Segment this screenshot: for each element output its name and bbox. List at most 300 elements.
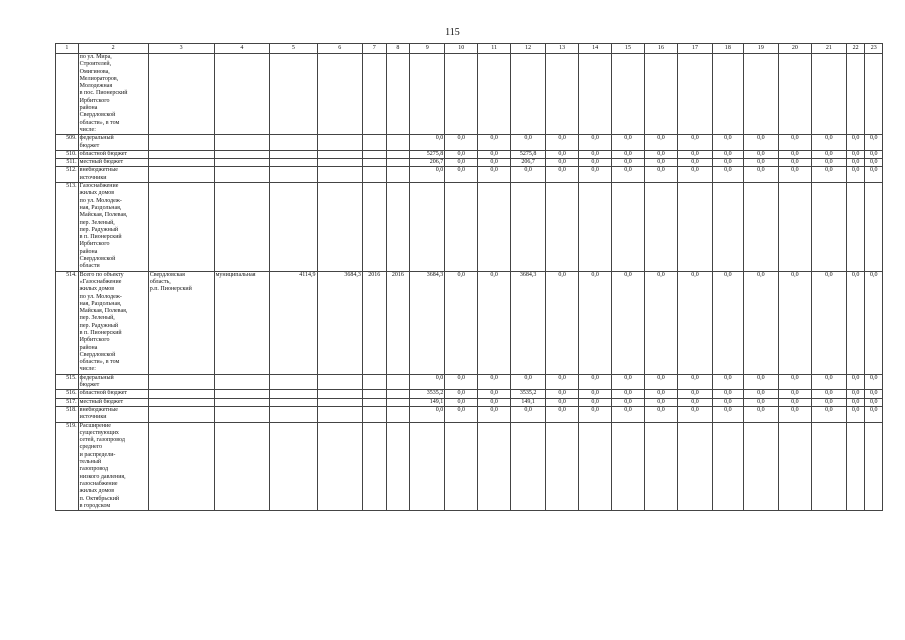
column-header: 2 [78,44,148,54]
value-cell: 0,0 [846,406,865,422]
column-header: 1 [56,44,79,54]
column-header: 16 [645,44,678,54]
value-cell: 0,0 [546,390,579,398]
value-cell: 0,0 [865,159,883,167]
value-cell [811,422,846,511]
table-row [56,150,883,158]
value-cell: 0,0 [645,159,678,167]
end-year [386,390,410,398]
value-cell: 0,0 [778,135,811,151]
value-cell: 0,0 [546,374,579,390]
value-cell: 5275,8 [410,150,445,158]
value-cell: 0,0 [478,398,511,406]
row-number: 516. [56,390,79,398]
end-year [386,406,410,422]
ownership [214,374,270,390]
value-cell [865,422,883,511]
value-cell [546,422,579,511]
column-header: 11 [478,44,511,54]
value-cell: 0,0 [677,167,712,183]
capacity-value [270,374,317,390]
column-header: 10 [445,44,478,54]
end-year [386,398,410,406]
value-cell: 0,0 [865,398,883,406]
row-number [56,54,79,135]
row-number: 509. [56,135,79,151]
value-cell: 0,0 [846,374,865,390]
value-cell [546,183,579,272]
value-cell: 0,0 [743,167,778,183]
table-row [56,374,883,390]
row-number: 512. [56,167,79,183]
cost-value [317,135,362,151]
value-cell: 0,0 [478,390,511,398]
cost-value [317,374,362,390]
value-cell: 0,0 [712,150,743,158]
ownership: муниципальная [214,271,270,374]
row-number: 519. [56,422,79,511]
column-header: 20 [778,44,811,54]
capacity-value [270,135,317,151]
value-cell: 0,0 [579,390,612,398]
row-number: 510. [56,150,79,158]
capacity-value [270,54,317,135]
value-cell [846,422,865,511]
value-cell: 0,0 [811,271,846,374]
ownership [214,150,270,158]
value-cell: 0,0 [478,159,511,167]
value-cell: 0,0 [478,406,511,422]
value-cell [712,183,743,272]
item-name: областной бюджет [78,150,148,158]
value-cell: 0,0 [865,167,883,183]
table-row [56,54,883,135]
item-name: местный бюджет [78,159,148,167]
value-cell: 0,0 [612,271,645,374]
value-cell: 0,0 [546,271,579,374]
value-cell [410,54,445,135]
column-header: 13 [546,44,579,54]
value-cell [511,54,546,135]
value-cell: 0,0 [478,135,511,151]
value-cell: 0,0 [865,135,883,151]
value-cell: 0,0 [612,390,645,398]
value-cell: 0,0 [579,167,612,183]
value-cell: 0,0 [778,374,811,390]
value-cell [612,183,645,272]
location [148,167,214,183]
column-header: 8 [386,44,410,54]
value-cell: 0,0 [645,374,678,390]
value-cell: 0,0 [743,271,778,374]
value-cell: 0,0 [645,406,678,422]
value-cell: 0,0 [743,390,778,398]
value-cell: 0,0 [410,406,445,422]
value-cell: 0,0 [410,374,445,390]
value-cell: 0,0 [677,150,712,158]
value-cell: 0,0 [546,167,579,183]
end-year: 2016 [386,271,410,374]
capacity-value: 4114,9 [270,271,317,374]
value-cell: 0,0 [478,374,511,390]
page-number: 115 [445,27,460,38]
item-name: Газоснабжение жилых домов по ул. Молодеж- ная, Раздольная, Майская, Полевая, пер. Зеленый, пер. Радужный в п. Пионерский Ирбитского района Свердловской области [78,183,148,272]
item-name: федеральный бюджет [78,374,148,390]
start-year [362,390,386,398]
location [148,406,214,422]
value-cell: 149,1 [410,398,445,406]
value-cell: 0,0 [811,159,846,167]
value-cell: 0,0 [546,398,579,406]
value-cell [743,422,778,511]
start-year [362,183,386,272]
row-number: 515. [56,374,79,390]
value-cell [410,183,445,272]
value-cell: 0,0 [677,390,712,398]
value-cell: 0,0 [511,167,546,183]
value-cell [778,183,811,272]
value-cell: 0,0 [410,135,445,151]
column-header: 6 [317,44,362,54]
row-number: 511. [56,159,79,167]
end-year [386,159,410,167]
table-row [56,159,883,167]
value-cell: 0,0 [546,159,579,167]
column-header: 9 [410,44,445,54]
column-header: 5 [270,44,317,54]
value-cell [546,54,579,135]
cost-value [317,150,362,158]
value-cell: 0,0 [846,159,865,167]
row-number: 513. [56,183,79,272]
column-header: 7 [362,44,386,54]
value-cell: 0,0 [743,398,778,406]
value-cell: 0,0 [712,398,743,406]
row-number: 518. [56,406,79,422]
value-cell: 0,0 [645,271,678,374]
value-cell [846,54,865,135]
value-cell: 0,0 [677,271,712,374]
start-year [362,398,386,406]
value-cell [579,54,612,135]
start-year [362,374,386,390]
cost-value [317,398,362,406]
column-header: 12 [511,44,546,54]
value-cell [511,183,546,272]
value-cell: 0,0 [612,406,645,422]
capacity-value [270,406,317,422]
value-cell: 0,0 [511,374,546,390]
start-year [362,159,386,167]
end-year [386,135,410,151]
value-cell: 0,0 [645,398,678,406]
value-cell: 0,0 [410,167,445,183]
value-cell: 0,0 [712,374,743,390]
row-number: 514. [56,271,79,374]
value-cell: 0,0 [645,390,678,398]
value-cell: 0,0 [865,390,883,398]
value-cell: 0,0 [579,150,612,158]
cost-value [317,167,362,183]
value-cell: 0,0 [865,150,883,158]
value-cell: 0,0 [846,271,865,374]
table-row [56,398,883,406]
end-year [386,374,410,390]
value-cell: 0,0 [445,406,478,422]
value-cell: 0,0 [677,159,712,167]
value-cell [778,54,811,135]
value-cell: 0,0 [579,406,612,422]
value-cell [645,422,678,511]
column-header: 14 [579,44,612,54]
value-cell: 0,0 [445,159,478,167]
value-cell [778,422,811,511]
table-row [56,422,883,511]
value-cell [677,54,712,135]
value-cell: 0,0 [712,135,743,151]
value-cell: 0,0 [846,135,865,151]
value-cell: 0,0 [612,398,645,406]
value-cell [865,54,883,135]
table-row [56,406,883,422]
value-cell: 0,0 [579,398,612,406]
table-row [56,390,883,398]
value-cell: 0,0 [743,374,778,390]
value-cell: 0,0 [677,374,712,390]
ownership [214,422,270,511]
value-cell: 0,0 [445,150,478,158]
value-cell: 0,0 [811,150,846,158]
value-cell [445,183,478,272]
value-cell: 0,0 [846,398,865,406]
start-year [362,422,386,511]
item-name: областной бюджет [78,390,148,398]
cost-value [317,159,362,167]
ownership [214,159,270,167]
column-header: 19 [743,44,778,54]
value-cell: 0,0 [778,167,811,183]
item-name: Расширение существующих сетей, газопровод среднего и распредели- тельный газопровод низкого давления, газоснабжение жилых домов п. Октябрьский в городском [78,422,148,511]
ownership [214,406,270,422]
value-cell: 0,0 [612,159,645,167]
value-cell: 0,0 [511,135,546,151]
value-cell: 0,0 [846,167,865,183]
value-cell: 0,0 [478,167,511,183]
value-cell: 0,0 [778,390,811,398]
table-row [56,271,883,374]
cost-value [317,406,362,422]
value-cell: 0,0 [811,135,846,151]
value-cell [712,422,743,511]
column-header: 18 [712,44,743,54]
ownership [214,183,270,272]
value-cell: 0,0 [677,135,712,151]
item-name: Всего по объекту «Газоснабжение жилых домов по ул. Молодеж- ная, Раздольная, Майская, Полевая, пер. Зеленый, пер. Радужный в п. Пионерский Ирбитского района Свердловской области», в том числе: [78,271,148,374]
value-cell [645,183,678,272]
value-cell: 0,0 [511,406,546,422]
value-cell: 0,0 [546,406,579,422]
start-year: 2016 [362,271,386,374]
value-cell [445,422,478,511]
value-cell: 0,0 [612,374,645,390]
cost-value [317,422,362,511]
value-cell: 0,0 [712,390,743,398]
column-header: 4 [214,44,270,54]
value-cell: 0,0 [811,390,846,398]
value-cell: 0,0 [579,271,612,374]
column-header: 15 [612,44,645,54]
value-cell: 149,1 [511,398,546,406]
value-cell: 0,0 [546,150,579,158]
location [148,183,214,272]
capacity-value [270,167,317,183]
value-cell: 0,0 [445,390,478,398]
value-cell: 0,0 [743,406,778,422]
item-name: федеральный бюджет [78,135,148,151]
value-cell: 3535,2 [511,390,546,398]
value-cell [445,54,478,135]
value-cell: 0,0 [778,150,811,158]
location [148,374,214,390]
value-cell: 0,0 [778,271,811,374]
value-cell [511,422,546,511]
end-year [386,167,410,183]
value-cell: 0,0 [811,167,846,183]
value-cell: 0,0 [445,374,478,390]
item-name: местный бюджет [78,398,148,406]
cost-value [317,390,362,398]
value-cell [677,422,712,511]
value-cell [743,54,778,135]
ownership [214,398,270,406]
value-cell: 206,7 [511,159,546,167]
budget-table [55,43,883,511]
table-row [56,183,883,272]
item-name: внебюджетные источники [78,167,148,183]
value-cell: 0,0 [743,150,778,158]
value-cell [579,422,612,511]
value-cell: 0,0 [865,406,883,422]
location [148,54,214,135]
value-cell: 0,0 [645,135,678,151]
end-year [386,150,410,158]
value-cell: 0,0 [645,167,678,183]
value-cell: 0,0 [811,374,846,390]
end-year [386,54,410,135]
end-year [386,183,410,272]
start-year [362,150,386,158]
value-cell: 0,0 [478,271,511,374]
column-header: 22 [846,44,865,54]
location [148,422,214,511]
value-cell: 0,0 [846,390,865,398]
value-cell: 0,0 [811,398,846,406]
value-cell: 0,0 [677,398,712,406]
value-cell: 0,0 [546,135,579,151]
value-cell: 0,0 [579,374,612,390]
value-cell: 3684,3 [410,271,445,374]
value-cell: 0,0 [445,135,478,151]
row-number: 517. [56,398,79,406]
ownership [214,135,270,151]
value-cell: 0,0 [478,150,511,158]
value-cell [846,183,865,272]
value-cell [811,183,846,272]
value-cell: 0,0 [645,150,678,158]
cost-value: 3684,3 [317,271,362,374]
value-cell: 0,0 [445,271,478,374]
value-cell: 0,0 [865,271,883,374]
value-cell: 0,0 [579,159,612,167]
value-cell: 0,0 [712,271,743,374]
column-header: 3 [148,44,214,54]
column-header: 17 [677,44,712,54]
value-cell: 0,0 [677,406,712,422]
value-cell [478,422,511,511]
location [148,135,214,151]
item-name: по ул. Мира, Строителей, Омигинова, Мелиораторов, Молодежная в пос. Пионерский Ирбитского района Свердловской области», в том числе: [78,54,148,135]
value-cell: 3535,2 [410,390,445,398]
value-cell [410,422,445,511]
value-cell: 0,0 [865,374,883,390]
value-cell: 0,0 [743,135,778,151]
end-year [386,422,410,511]
value-cell: 0,0 [846,150,865,158]
column-header: 23 [865,44,883,54]
value-cell [811,54,846,135]
value-cell [612,422,645,511]
value-cell: 0,0 [778,398,811,406]
value-cell: 206,7 [410,159,445,167]
cost-value [317,183,362,272]
value-cell: 0,0 [612,135,645,151]
value-cell [645,54,678,135]
start-year [362,406,386,422]
value-cell: 0,0 [612,150,645,158]
item-name: внебюджетные источники [78,406,148,422]
capacity-value [270,159,317,167]
value-cell: 0,0 [445,167,478,183]
location [148,398,214,406]
value-cell [579,183,612,272]
table-row [56,167,883,183]
table-row [56,135,883,151]
value-cell [743,183,778,272]
value-cell: 0,0 [579,135,612,151]
value-cell: 0,0 [712,159,743,167]
cost-value [317,54,362,135]
value-cell [478,54,511,135]
value-cell: 0,0 [712,406,743,422]
value-cell: 0,0 [743,159,778,167]
value-cell [612,54,645,135]
header-row [56,44,883,54]
location [148,390,214,398]
start-year [362,167,386,183]
start-year [362,135,386,151]
value-cell: 0,0 [811,406,846,422]
ownership [214,167,270,183]
value-cell: 0,0 [445,398,478,406]
value-cell [677,183,712,272]
value-cell: 0,0 [778,406,811,422]
capacity-value [270,150,317,158]
location [148,159,214,167]
column-header: 21 [811,44,846,54]
ownership [214,54,270,135]
capacity-value [270,398,317,406]
value-cell: 3684,3 [511,271,546,374]
